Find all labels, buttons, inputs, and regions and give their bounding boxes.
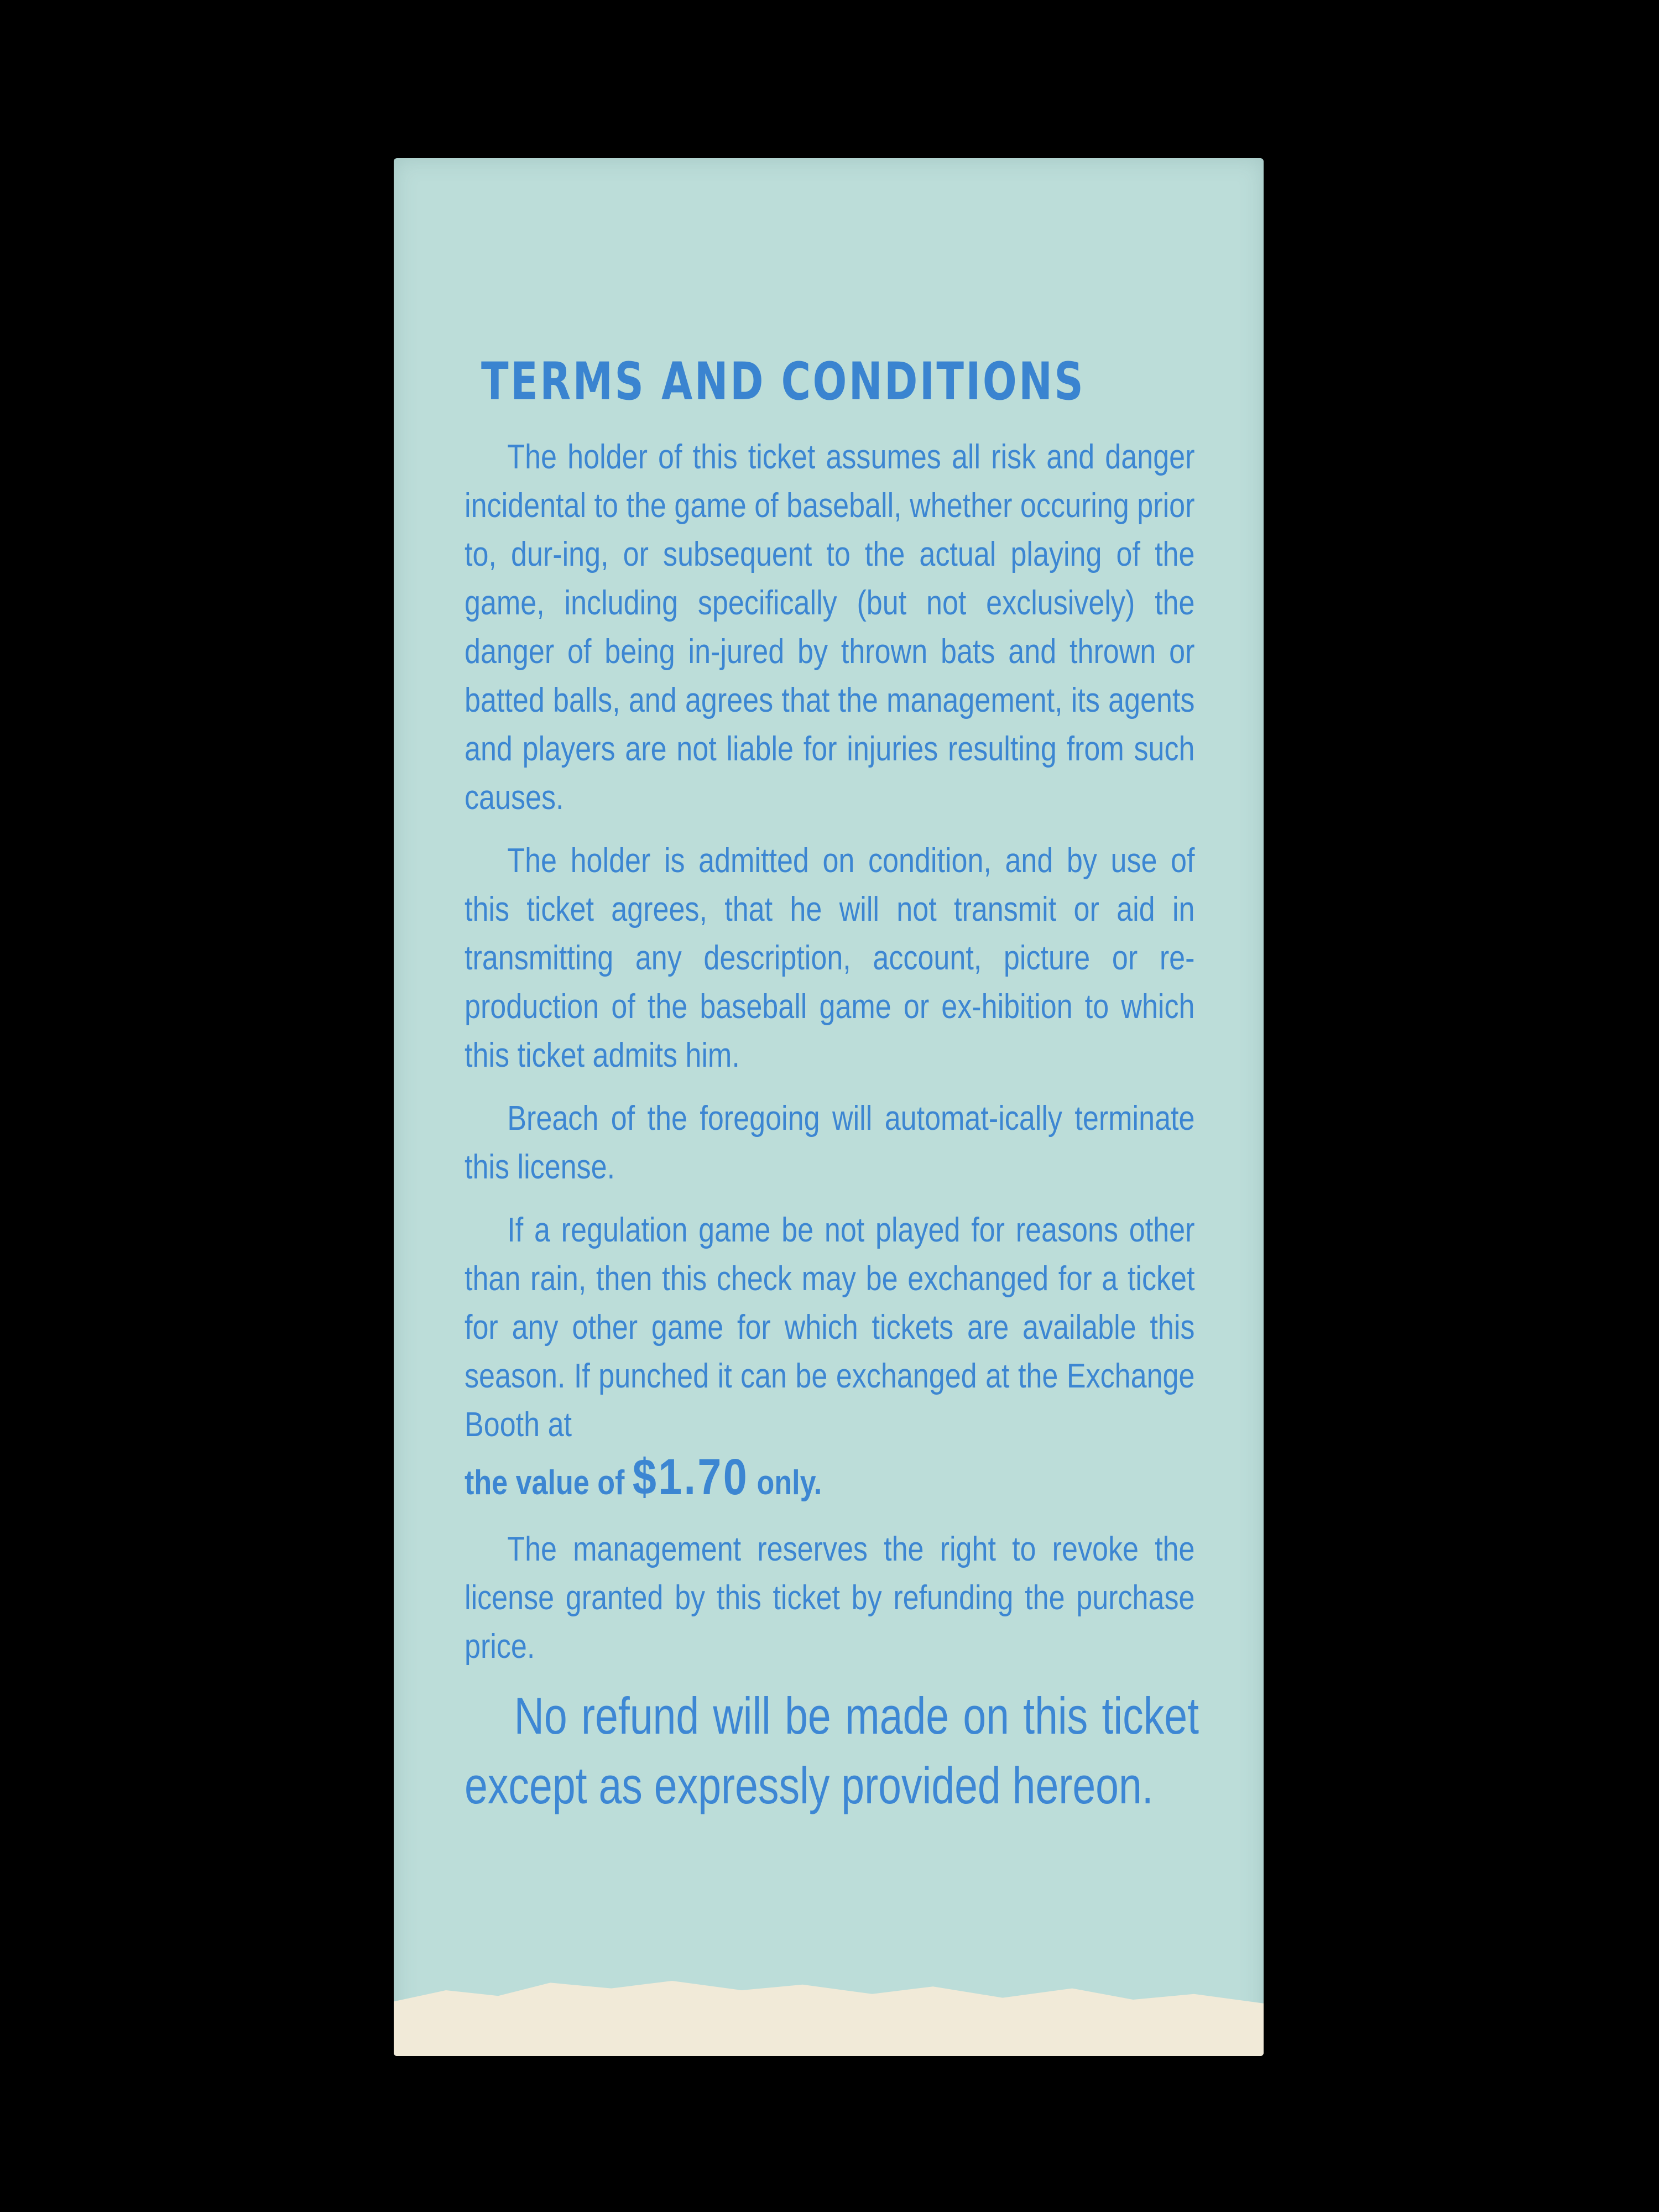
broadcast-paragraph: The holder is admitted on condition, and by use of this ticket agrees, that he will not transmit or aid in transmitting any description, account, picture or re-production of the baseball game or ex-hibition to which this ticket admits him.	[465, 842, 1195, 1074]
terms-heading: TERMS AND CONDITIONS	[481, 352, 1086, 412]
liability-paragraph: The holder of this ticket assumes all risk and danger incidental to the game of baseball, whether occuring prior to, dur-ing, or subsequent to the actual playing of the game, including specifically (but not exclusively) the danger of being in-jured by thrown bats and thrown or batted balls, and agrees that the management, its agents and players are not liable for injuries resulting from such causes.	[465, 438, 1195, 817]
value-amount: $1.70	[632, 1449, 749, 1505]
torn-bottom-edge	[394, 1962, 1264, 2056]
revocation-paragraph: The management reserves the right to revoke the license granted by this ticket by refunding the purchase price.	[465, 1530, 1195, 1666]
value-suffix: only.	[757, 1464, 822, 1502]
value-prefix: the value of	[465, 1464, 625, 1502]
ticket-back	[394, 158, 1264, 2056]
exchange-value-line	[465, 1449, 1194, 1511]
exchange-paragraph: If a regulation game be not played for reasons other than rain, then this check may be exchanged for a ticket for any other game for which tickets are available this season. If punched it can be exchanged at the Exchange Booth at	[465, 1211, 1195, 1444]
no-refund-notice: No refund will be made on this ticket except as expressly provided hereon.	[465, 1687, 1199, 1814]
terms-block	[465, 352, 1199, 1820]
breach-paragraph: Breach of the foregoing will automat-ically terminate this license.	[465, 1099, 1195, 1186]
